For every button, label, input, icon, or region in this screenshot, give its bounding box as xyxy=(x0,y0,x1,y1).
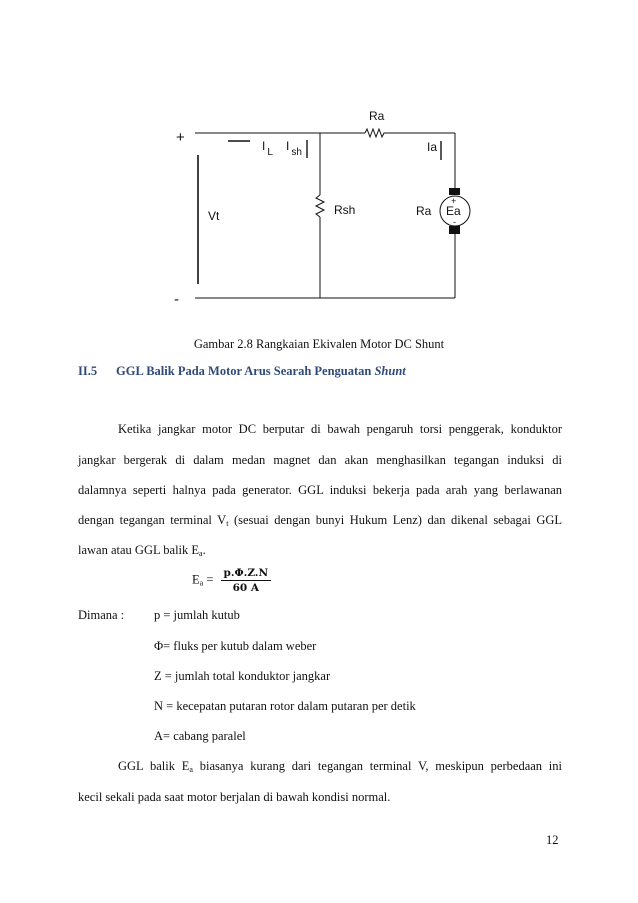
definition-item: p = jumlah kutub xyxy=(154,608,240,622)
shunt-motor-circuit-diagram xyxy=(0,0,638,330)
section-title-italic: Shunt xyxy=(374,364,406,378)
formula-numerator: p.Φ.Z.N xyxy=(221,567,272,581)
paragraph-line: GGL balik $E_a$ biasanya kurang dari tegangan terminal V, meskipun perbedaan ini xyxy=(118,759,563,774)
ea-minus-label: - xyxy=(453,217,456,227)
paragraph-line: jangkar bergerak di dalam medan magnet dan akan menghasilkan tegangan induksi di xyxy=(78,453,562,467)
definition-item: Z = jumlah total konduktor jangkar xyxy=(154,669,331,683)
ra-top-resistor xyxy=(365,129,386,137)
vt-label: Vt xyxy=(208,209,220,223)
il-label: I $_L$ xyxy=(262,139,273,158)
formula-denominator: 60 A xyxy=(232,582,259,594)
plus-terminal-label: + xyxy=(176,129,185,146)
ia-label: Ia xyxy=(427,140,438,154)
paragraph-line: dalamnya seperti halnya pada generator. GGL induksi bekerja pada arah yang berlawanan xyxy=(78,483,562,497)
section-heading xyxy=(78,364,406,379)
paragraph-line: lawan atau GGL balik $E_a$. xyxy=(78,543,206,558)
definition-item: Φ= fluks per kutub dalam weber xyxy=(154,639,317,653)
paragraph-line: dengan tegangan terminal $V_t$ (sesuai dengan bunyi Hukum Lenz) dan dikenal sebagai GGL xyxy=(78,513,563,528)
formula-fraction xyxy=(221,567,272,594)
armature-brush-top xyxy=(449,188,460,195)
paragraph-line: kecil sekali pada saat motor berjalan di bawah kondisi normal. xyxy=(78,790,391,804)
definition-item: A= cabang paralel xyxy=(154,729,246,743)
ish-label: I $_{sh}$ xyxy=(286,139,302,158)
ra-top-label: Ra xyxy=(369,109,385,123)
ea-plus-label: + xyxy=(451,196,457,206)
section-number: II.5 xyxy=(78,364,98,378)
rsh-resistor xyxy=(316,195,324,217)
armature-brush-bottom xyxy=(449,226,460,234)
minus-terminal-label: - xyxy=(174,291,179,308)
rsh-label: Rsh xyxy=(334,203,356,217)
page-number: 12 xyxy=(546,833,559,847)
section-title: GGL Balik Pada Motor Arus Searah Penguatan xyxy=(116,364,375,378)
figure-caption: Gambar 2.8 Rangkaian Ekivalen Motor DC Shunt xyxy=(193,337,445,351)
back-emf-formula: $E_a$ = $\frac{p.\Phi.Z.N}{60 A}$ xyxy=(192,567,271,594)
definition-item: N = kecepatan putaran rotor dalam putaran per detik xyxy=(154,699,416,713)
definitions-label: Dimana : xyxy=(78,608,125,622)
paragraph-line: Ketika jangkar motor DC berputar di bawah pengaruh torsi penggerak, konduktor xyxy=(118,422,562,436)
ra-side-label: Ra xyxy=(416,204,432,218)
ea-label: Ea xyxy=(446,204,461,218)
